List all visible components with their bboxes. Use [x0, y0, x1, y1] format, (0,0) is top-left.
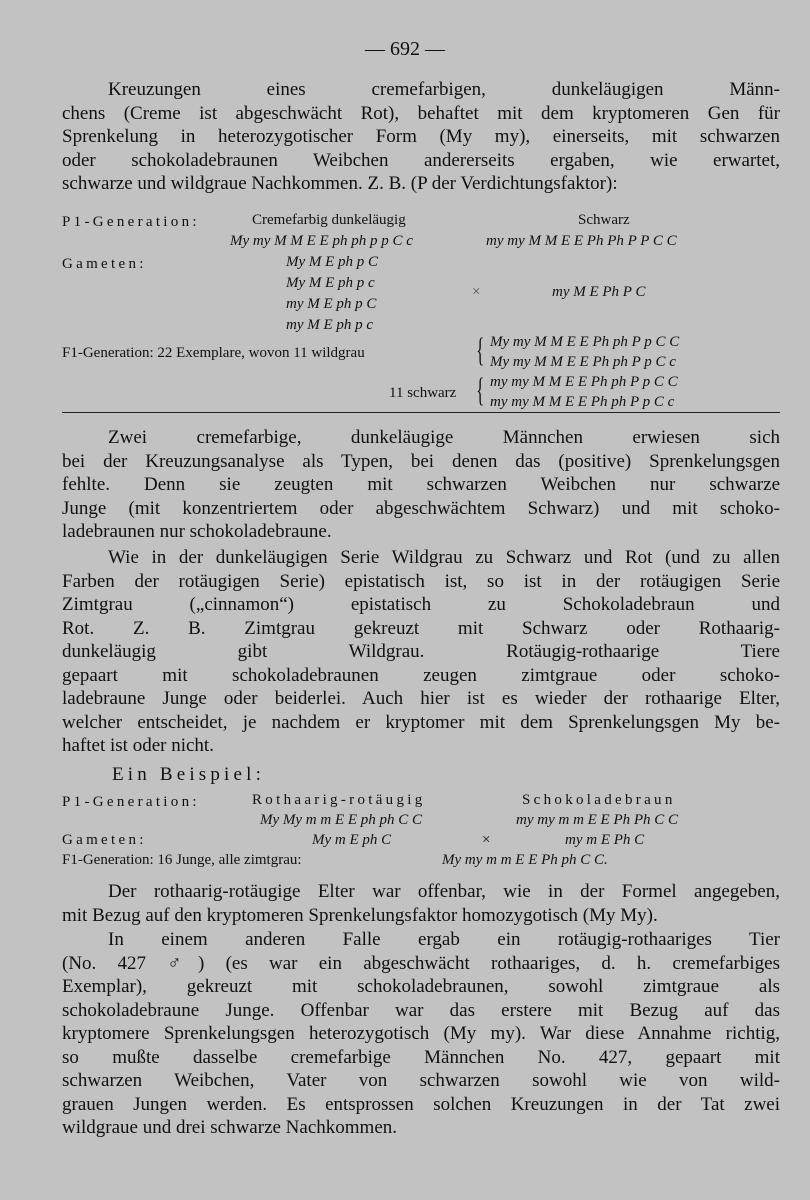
right-parent-heading: Schokoladebraun	[522, 792, 676, 808]
text-line: fehlte. Denn sie zeugten mit schwarzen Weibchen nur schwarze	[62, 474, 780, 495]
text-line: wildgraue und drei schwarze Nachkommen.	[62, 1117, 398, 1138]
f1-schwarz-formula: my my M M E E Ph ph P p C c	[490, 394, 675, 410]
text-line: mit Bezug auf den kryptomeren Sprenkelungsfaktor homozygotisch (My My).	[62, 904, 658, 926]
gameten-label: Gameten:	[62, 256, 147, 272]
text-line: chens (Creme ist abgeschwächt Rot), behaftet mit dem kryptomeren Gen für	[62, 102, 780, 124]
text-line: bei der Kreuzungsanalyse als Typen, bei denen das (positive) Sprenkelungsgen	[62, 450, 780, 472]
f1-generation-label: F1-Generation: 22 Exemplare, wovon 11 wildgrau	[62, 345, 365, 361]
f1-wildgrau-formula: My my M M E E Ph ph P p C c	[490, 354, 676, 370]
text-line: Farben der rotäugigen Serie) epistatisch ist, so ist in der rotäugigen Serie	[62, 570, 780, 592]
paragraph-2	[62, 426, 780, 544]
text-line: Exemplar), gekreuzt mit schokoladebraunen, sowohl zimtgraue als	[62, 976, 780, 997]
example-heading: Ein Beispiel:	[112, 764, 266, 785]
brace-icon: {	[476, 332, 485, 369]
f1-schwarz-formula: my my M M E E Ph ph P p C C	[490, 374, 678, 390]
page-number: — 692 —	[365, 38, 445, 60]
paragraph-3	[62, 546, 780, 758]
text-line: welcher entscheidet, je nachdem er kryptomer mit dem Sprenkelungsgen My be-	[62, 711, 780, 733]
left-parent-formula: My My m m E E ph ph C C	[260, 812, 423, 828]
text-line: Wie in der dunkeläugigen Serie Wildgrau zu Schwarz und Rot (und zu allen	[108, 547, 780, 568]
brace-icon: {	[476, 372, 485, 409]
f1-schwarz-label: 11 schwarz	[389, 385, 457, 401]
text-line: dunkeläugig gibt Wildgrau. Rotäugig-rothaarige Tiere	[62, 641, 780, 662]
text-line: schokoladebraune Junge. Offenbar war das erstere mit Bezug auf das	[62, 999, 780, 1021]
f1-formula: My my m m E E Ph ph C C.	[442, 852, 608, 868]
text-line: ladebraune Junge oder beiderlei. Auch hier ist es wieder der rothaarige Elter,	[62, 688, 780, 709]
gamete: my M E ph p C	[286, 296, 377, 312]
f1-wildgrau-formula: My my M M E E Ph ph P p C C	[490, 334, 680, 350]
gamete: My M E ph p c	[286, 275, 375, 291]
text-line: haftet ist oder nicht.	[62, 735, 214, 756]
text-line: grauen Jungen werden. Es entsprossen solchen Kreuzungen in der Tat zwei	[62, 1093, 780, 1115]
left-parent-heading: Rothaarig-rotäugig	[252, 792, 426, 808]
text-line: oder schokoladebraunen Weibchen andererseits ergaben, wie erwartet,	[62, 149, 780, 171]
f1-generation-label: F1-Generation: 16 Junge, alle zimtgrau:	[62, 852, 302, 868]
p1-generation-label: P1-Generation:	[62, 214, 200, 230]
left-gamete: My m E ph C	[312, 832, 392, 848]
text-line: Junge (mit konzentriertem oder abgeschwächtem Schwarz) und mit schoko-	[62, 497, 780, 519]
text-line: Der rothaarig-rotäugige Elter war offenbar, wie in der Formel angegeben,	[108, 881, 780, 902]
paragraph-1	[62, 78, 780, 196]
p1-generation-label: P1-Generation:	[62, 794, 200, 810]
paragraph-4	[62, 880, 780, 927]
right-gamete: my M E Ph P C	[552, 284, 646, 300]
text-line: Kreuzungen eines cremefarbigen, dunkeläugigen Männ-	[108, 79, 780, 100]
text-line: kryptomere Sprenkelungsgen heterozygotisch (My my). War diese Annahme richtig,	[62, 1023, 780, 1044]
left-parent-heading: Cremefarbig dunkeläugig	[252, 212, 406, 228]
text-line: Zimtgrau („cinnamon“) epistatisch zu Schokoladebraun und	[62, 594, 780, 615]
text-line: schwarzen Weibchen, Vater von schwarzen sowohl wie von wild-	[62, 1070, 780, 1091]
text-line: In einem anderen Falle ergab ein rotäugig-rothaariges Tier	[108, 929, 780, 950]
text-line: gepaart mit schokoladebraunen zeugen zimtgraue oder schoko-	[62, 664, 780, 686]
text-line: schwarze und wildgraue Nachkommen. Z. B. (P der Verdichtungsfaktor):	[62, 173, 618, 194]
right-parent-heading: Schwarz	[578, 212, 630, 228]
cross-sign: ×	[482, 832, 491, 848]
left-parent-formula: My my M M E E ph ph p p C c	[230, 233, 413, 249]
divider	[62, 412, 780, 413]
gamete: my M E ph p c	[286, 317, 374, 333]
cross-sign: ×	[472, 284, 481, 300]
right-parent-formula: my my M M E E Ph Ph P P C C	[486, 233, 677, 249]
right-parent-formula: my my m m E E Ph Ph C C	[516, 812, 679, 828]
text-line: Zwei cremefarbige, dunkeläugige Männchen erwiesen sich	[108, 427, 780, 448]
paragraph-5	[62, 928, 780, 1140]
text-line: Rot. Z. B. Zimtgrau gekreuzt mit Schwarz oder Rothaarig-	[62, 617, 780, 639]
text-line: so mußte dasselbe cremefarbige Männchen No. 427, gepaart mit	[62, 1046, 780, 1068]
right-gamete: my m E Ph C	[565, 832, 645, 848]
gamete: My M E ph p C	[286, 254, 379, 270]
text-line: ladebraunen nur schokoladebraune.	[62, 521, 332, 542]
text-line: (No. 427 ♂) (es war ein abgeschwächt rothaariges, d. h. cremefarbiges	[62, 952, 780, 974]
text-line: Sprenkelung in heterozygotischer Form (My my), einerseits, mit schwarzen	[62, 126, 780, 147]
gameten-label: Gameten:	[62, 832, 147, 848]
